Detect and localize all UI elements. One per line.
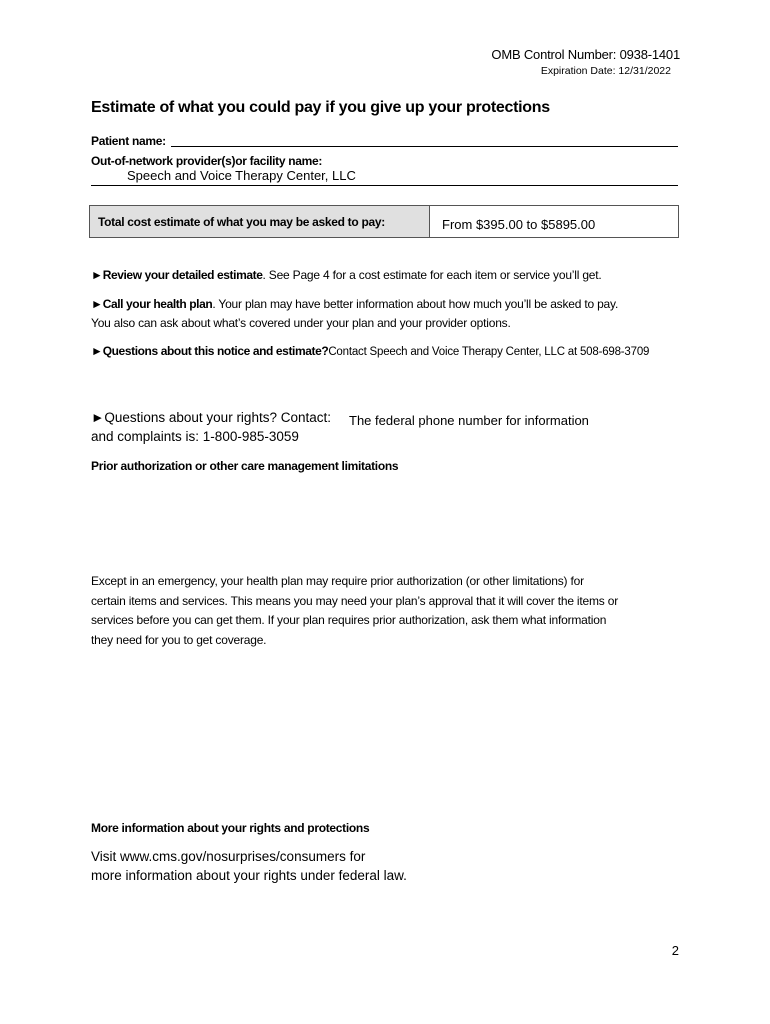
cost-estimate-label: Total cost estimate of what you may be asked to pay: (90, 206, 430, 237)
paragraph-line: services before you can get them. If your plan requires prior authorization, ask them what information (91, 613, 607, 627)
prior-auth-paragraph (91, 572, 691, 650)
review-estimate-bold: Review your detailed estimate (102, 268, 263, 282)
questions-notice-contact: Contact Speech and Voice Therapy Center, LLC at 508-698-3709 (328, 346, 650, 358)
paragraph-line: Except in an emergency, your health plan may require prior authorization (or other limitations) for (91, 574, 584, 588)
page-number: 2 (671, 943, 679, 958)
review-estimate-text: . See Page 4 for a cost estimate for each item or service you’ll get. (262, 268, 602, 282)
expiration-date: Expiration Date: 12/31/2022 (540, 65, 671, 77)
more-info-heading: More information about your rights and protections (91, 821, 370, 835)
more-info-line: Visit www.cms.gov/nosurprises/consumers for (91, 849, 366, 864)
arrow-icon: ► (91, 297, 103, 311)
provider-name-value: Speech and Voice Therapy Center, LLC (127, 168, 356, 183)
paragraph-line: they need for you to get coverage. (91, 632, 267, 647)
more-info-paragraph (91, 847, 407, 885)
page-title: Estimate of what you could pay if you give up your protections (91, 99, 550, 116)
arrow-icon: ► (91, 268, 103, 282)
call-health-plan-bold: Call your health plan (102, 297, 213, 311)
patient-name-line (171, 146, 678, 147)
arrow-icon: ► (91, 344, 103, 358)
call-health-plan-item (91, 297, 618, 311)
federal-phone-text: The federal phone number for information (349, 413, 589, 428)
rights-complaints-line: and complaints is: 1-800-985-3059 (91, 429, 299, 444)
provider-name-line (91, 185, 678, 186)
call-health-plan-line2: You also can ask about what’s covered under your plan and your provider options. (91, 316, 511, 330)
cost-estimate-value: From $395.00 to $5895.00 (442, 217, 596, 232)
review-estimate-item (91, 268, 602, 282)
questions-notice-bold: Questions about this notice and estimate? (102, 344, 329, 358)
provider-label: Out-of-network provider(s)or facility name: (91, 154, 323, 168)
omb-control-number: OMB Control Number: 0938-1401 (491, 47, 680, 62)
questions-notice-item (91, 344, 649, 358)
call-health-plan-text: . Your plan may have better information about how much you’ll be asked to pay. (212, 297, 619, 311)
patient-name-label: Patient name: (91, 134, 166, 148)
rights-question: ►Questions about your rights? Contact: (91, 410, 331, 425)
cost-estimate-box (89, 205, 679, 238)
paragraph-line: certain items and services. This means you may need your plan’s approval that it will cover the items or (91, 593, 619, 608)
more-info-line: more information about your rights under federal law. (91, 868, 407, 883)
prior-auth-heading: Prior authorization or other care management limitations (91, 459, 399, 473)
